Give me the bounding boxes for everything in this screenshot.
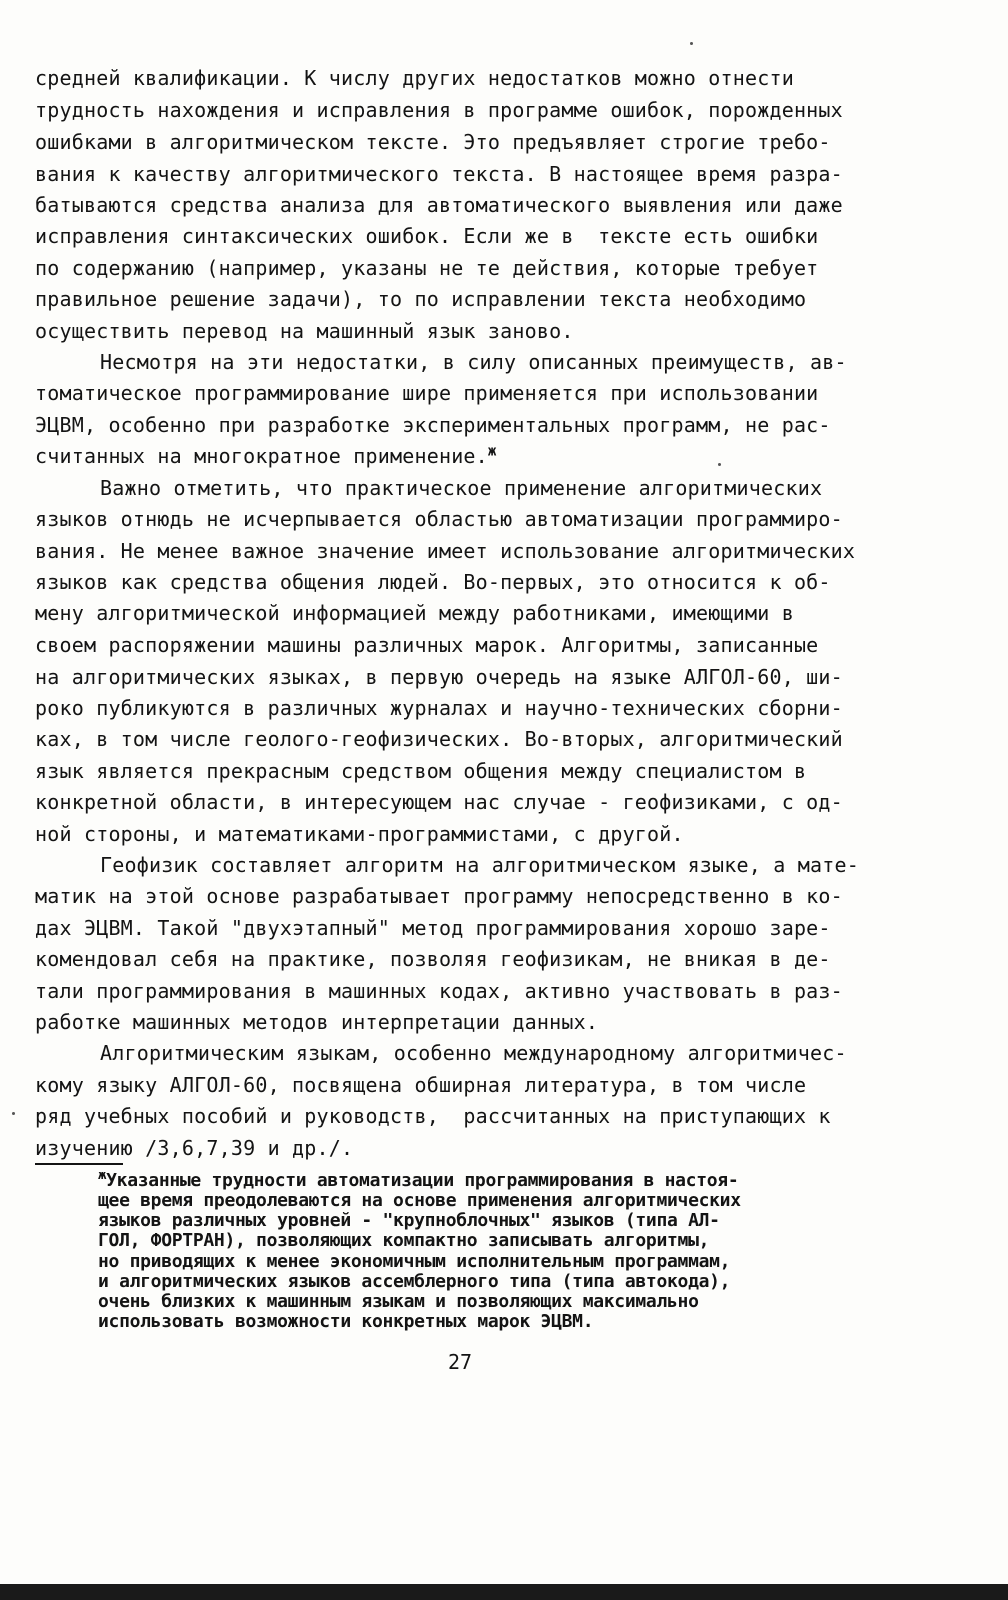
text-line: кому языку АЛГОЛ-60, посвящена обширная литература, в том числе bbox=[35, 1073, 807, 1097]
text-line: на алгоритмических языках, в первую очередь на языке АЛГОЛ-60, ши- bbox=[35, 665, 843, 689]
text-line: осуществить перевод на машинный язык заново. bbox=[35, 319, 574, 343]
footnote-line: и алгоритмических языков ассемблерного типа (типа автокода), bbox=[98, 1273, 731, 1291]
scan-speck bbox=[690, 42, 693, 45]
text-line: Геофизик составляет алгоритм на алгоритмическом языке, а мате- bbox=[100, 853, 859, 877]
text-line: Алгоритмическим языкам, особенно международному алгоритмичес- bbox=[100, 1041, 847, 1065]
footnote-line: ГОЛ, ФОРТРАН), позволяющих компактно записывать алгоритмы, bbox=[98, 1232, 710, 1250]
text-line: ряд учебных пособий и руководств, рассчитанных на приступающих к bbox=[35, 1104, 831, 1128]
text-line bbox=[35, 441, 905, 471]
text-line: язык является прекрасным средством общения между специалистом в bbox=[35, 759, 807, 783]
text-line: комендовал себя на практике, позволяя геофизикам, не вникая в де- bbox=[35, 947, 831, 971]
footnote-marker: ж bbox=[487, 443, 497, 460]
text-line: томатическое программирование шире применяется при использовании bbox=[35, 381, 819, 405]
text-line: вания к качеству алгоритмического текста. В настоящее время разра- bbox=[35, 162, 843, 186]
text-line: правильное решение задачи), то по исправлении текста необходимо bbox=[35, 287, 807, 311]
scan-speck bbox=[718, 463, 721, 466]
text-line: тали программирования в машинных кодах, активно участвовать в раз- bbox=[35, 979, 843, 1003]
footnote-separator bbox=[35, 1163, 123, 1165]
footnote-line: использовать возможности конкретных марок ЭЦВМ. bbox=[98, 1313, 594, 1331]
text-line: трудность нахождения и исправления в программе ошибок, порожденных bbox=[35, 98, 843, 122]
footnote-marker: ж bbox=[98, 1172, 107, 1183]
footnote-line-content: Указанные трудности автоматизации программирования в настоя- bbox=[106, 1172, 739, 1190]
footnote-line: языков различных уровней - "крупноблочных" языков (типа АЛ- bbox=[98, 1212, 720, 1230]
text-line: языков как средства общения людей. Во-первых, это относится к об- bbox=[35, 570, 831, 594]
text-line: роко публикуются в различных журналах и научно-технических сборни- bbox=[35, 696, 843, 720]
text-line: дах ЭЦВМ. Такой "двухэтапный" метод программирования хорошо заре- bbox=[35, 916, 831, 940]
page-number: 27 bbox=[447, 1350, 473, 1374]
text-line: вания. Не менее важное значение имеет использование алгоритмических bbox=[35, 539, 856, 563]
scan-bottom-edge bbox=[0, 1584, 1008, 1600]
scan-speck bbox=[12, 1112, 15, 1115]
footnote-line: но приводящих к менее экономичным исполнительным программам, bbox=[98, 1253, 731, 1271]
text-line: своем распоряжении машины различных марок. Алгоритмы, записанные bbox=[35, 633, 819, 657]
text-line: по содержанию (например, указаны не те действия, которые требует bbox=[35, 256, 819, 280]
text-line: ной стороны, и математиками-программистами, с другой. bbox=[35, 822, 684, 846]
text-line: языков отнюдь не исчерпывается областью автоматизации программиро- bbox=[35, 507, 843, 531]
text-line: исправления синтаксических ошибок. Если же в тексте есть ошибки bbox=[35, 224, 819, 248]
text-line: конкретной области, в интересующем нас случае - геофизиками, с од- bbox=[35, 790, 843, 814]
text-line: мену алгоритмической информацией между работниками, имеющими в bbox=[35, 601, 794, 625]
footnote-line bbox=[98, 1172, 903, 1190]
text-line: средней квалификации. К числу других недостатков можно отнести bbox=[35, 66, 794, 90]
footnote-line: очень близких к машинным языкам и позволяющих максимально bbox=[98, 1293, 699, 1311]
text-line: ках, в том числе геолого-геофизических. Во-вторых, алгоритмический bbox=[35, 727, 843, 751]
text-line: ошибками в алгоритмическом тексте. Это предъявляет строгие требо- bbox=[35, 130, 831, 154]
text-line: матик на этой основе разрабатывает программу непосредственно в ко- bbox=[35, 884, 843, 908]
text-line: изучению /3,6,7,39 и др./. bbox=[35, 1136, 354, 1160]
text-line: работке машинных методов интерпретации данных. bbox=[35, 1010, 599, 1034]
footnote-line: щее время преодолеваются на основе применения алгоритмических bbox=[98, 1192, 741, 1210]
text-line-content: считанных на многократное применение. bbox=[35, 444, 488, 468]
text-line: ЭЦВМ, особенно при разработке экспериментальных программ, не рас- bbox=[35, 413, 831, 437]
text-line: Несмотря на эти недостатки, в силу описанных преимуществ, ав- bbox=[100, 350, 847, 374]
text-line: батываются средства анализа для автоматического выявления или даже bbox=[35, 193, 843, 217]
text-line: Важно отметить, что практическое применение алгоритмических bbox=[100, 476, 823, 500]
